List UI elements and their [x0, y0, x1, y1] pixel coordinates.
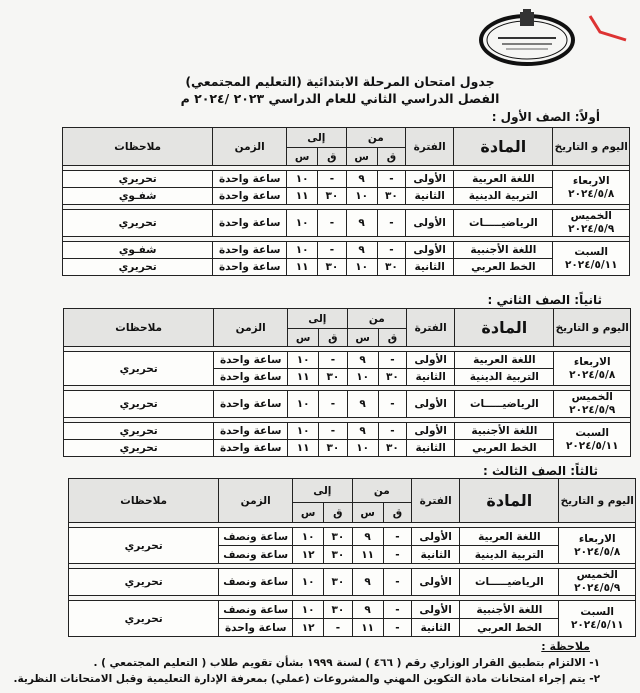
to-minutes-cell: - — [318, 210, 346, 237]
table-row — [63, 259, 630, 276]
duration-cell: ساعة واحدة — [213, 259, 287, 276]
from-hours-cell: ١١ — [352, 619, 383, 637]
header-notes: ملاحظات — [63, 128, 213, 166]
day-name: الاربعاء — [573, 355, 611, 368]
from-hours-cell: ٩ — [352, 528, 383, 546]
day-name: الخميس — [576, 569, 618, 581]
duration-cell: ساعة واحدة — [214, 369, 288, 386]
subject-cell: التربية الدينية — [460, 546, 559, 564]
from-hours-cell: ٩ — [346, 242, 377, 259]
exam-date: ٢٠٢٤/٥/٩ — [574, 582, 621, 594]
table-row — [64, 423, 631, 440]
table-row — [64, 440, 631, 457]
header-day: اليوم و التاريخ — [554, 309, 631, 347]
exam-date: ٢٠٢٤/٥/٩ — [569, 404, 616, 416]
to-minutes-cell: ٣٠ — [324, 569, 352, 596]
exam-date: ٢٠٢٤/٥/١١ — [564, 258, 618, 271]
subject-cell: الرياضيـــــات — [455, 391, 554, 418]
to-hours-cell: ١٠ — [293, 601, 324, 619]
to-minutes-cell: ٣٠ — [324, 546, 352, 564]
period-cell: الثانية — [412, 619, 460, 637]
from-hours-cell: ٩ — [352, 601, 383, 619]
to-minutes-cell: ٣٠ — [319, 440, 347, 457]
notes-cell: تحريري — [69, 528, 219, 564]
header-from-hours: س — [347, 329, 378, 347]
header-to-hours: س — [287, 148, 318, 166]
header-to-hours: س — [293, 503, 324, 523]
notes-cell: تحريري — [64, 391, 214, 418]
from-hours-cell: ١١ — [352, 546, 383, 564]
header-to: إلى — [288, 309, 348, 329]
exam-date: ٢٠٢٤/٥/٨ — [569, 368, 616, 381]
period-cell: الأولى — [406, 210, 454, 237]
from-minutes-cell: - — [383, 619, 411, 637]
to-hours-cell: ١١ — [288, 440, 319, 457]
subject-cell: التربية الدينية — [455, 369, 554, 386]
from-minutes-cell: - — [383, 601, 411, 619]
notes-cell: تحريري — [63, 210, 213, 237]
notes-cell: تحريري — [63, 259, 213, 276]
table-row — [63, 210, 630, 237]
period-cell: الأولى — [407, 423, 455, 440]
subject-cell: الرياضيـــــات — [460, 569, 559, 596]
from-hours-cell: ١٠ — [347, 369, 378, 386]
from-minutes-cell: - — [378, 352, 406, 369]
duration-cell: ساعة ونصف — [219, 528, 293, 546]
subject-cell: اللغة العربية — [460, 528, 559, 546]
page-title: جدول امتحان المرحلة الابتدائية (التعليم المجتمعي) — [185, 74, 495, 89]
period-cell: الأولى — [407, 352, 455, 369]
to-minutes-cell: ٣٠ — [318, 259, 346, 276]
subject-cell: التربية الدينية — [454, 188, 553, 205]
checkmark-icon — [586, 10, 630, 46]
from-minutes-cell: - — [383, 528, 411, 546]
header-from: من — [346, 128, 406, 148]
from-hours-cell: ١٠ — [346, 259, 377, 276]
section-title: ثالثاً: الصف الثالث : — [482, 464, 598, 478]
from-minutes-cell: ٣٠ — [378, 369, 406, 386]
header-from: من — [347, 309, 407, 329]
duration-cell: ساعة واحدة — [214, 391, 288, 418]
header-to-minutes: ق — [324, 503, 352, 523]
period-cell: الأولى — [406, 242, 454, 259]
table-row — [69, 601, 636, 619]
exam-table — [63, 308, 631, 457]
section-title: ثانياً: الصف الثاني : — [487, 293, 602, 307]
header-from: من — [352, 479, 412, 503]
duration-cell: ساعة واحدة — [213, 171, 287, 188]
notes-cell: تحريري — [63, 171, 213, 188]
to-minutes-cell: - — [318, 171, 346, 188]
subject-cell: اللغة العربية — [455, 352, 554, 369]
to-hours-cell: ١٠ — [288, 391, 319, 418]
header-notes: ملاحظات — [64, 309, 214, 347]
to-hours-cell: ١٠ — [287, 171, 318, 188]
from-hours-cell: ١٠ — [346, 188, 377, 205]
day-date-cell — [559, 569, 636, 596]
header-duration: الزمن — [214, 309, 288, 347]
duration-cell: ساعة واحدة — [213, 210, 287, 237]
exam-table — [68, 478, 636, 637]
table-row — [63, 171, 630, 188]
to-hours-cell: ١١ — [288, 369, 319, 386]
notes-cell: شفـوي — [63, 188, 213, 205]
page-subtitle: الفصل الدراسي الثاني للعام الدراسي ٢٠٢٣ /٢٠٢٤ م — [180, 91, 500, 106]
day-date-cell — [554, 352, 631, 386]
to-minutes-cell: ٣٠ — [318, 188, 346, 205]
header-subject: المادة — [454, 128, 553, 166]
from-hours-cell: ٩ — [347, 423, 378, 440]
to-hours-cell: ١٠ — [288, 423, 319, 440]
header-subject: المادة — [460, 479, 559, 523]
header-to: إلى — [293, 479, 353, 503]
header-from-minutes: ق — [377, 148, 405, 166]
header-from-minutes: ق — [378, 329, 406, 347]
duration-cell: ساعة ونصف — [219, 569, 293, 596]
from-hours-cell: ٩ — [352, 569, 383, 596]
day-date-cell — [559, 528, 636, 564]
notes-cell: تحريري — [64, 423, 214, 440]
day-date-cell — [553, 171, 630, 205]
header-from-hours: س — [352, 503, 383, 523]
table-row — [69, 528, 636, 546]
from-hours-cell: ١٠ — [347, 440, 378, 457]
from-minutes-cell: - — [377, 242, 405, 259]
period-cell: الأولى — [407, 391, 455, 418]
from-minutes-cell: - — [378, 423, 406, 440]
table-row — [64, 352, 631, 369]
subject-cell: اللغة الأجنبية — [455, 423, 554, 440]
from-minutes-cell: - — [378, 391, 406, 418]
from-minutes-cell: - — [383, 569, 411, 596]
table-row — [64, 391, 631, 418]
duration-cell: ساعة واحدة — [214, 440, 288, 457]
section-title: أولاً: الصف الأول : — [491, 110, 600, 124]
notes-cell: تحريري — [69, 569, 219, 596]
subject-cell: اللغة الأجنبية — [460, 601, 559, 619]
day-name: السبت — [580, 605, 615, 618]
to-hours-cell: ١٠ — [287, 242, 318, 259]
to-hours-cell: ١٠ — [293, 528, 324, 546]
exam-table — [62, 127, 630, 276]
header-to: إلى — [287, 128, 347, 148]
to-minutes-cell: - — [319, 423, 347, 440]
duration-cell: ساعة واحدة — [213, 188, 287, 205]
period-cell: الأولى — [412, 569, 460, 596]
ministry-logo-icon — [478, 8, 576, 68]
header-notes: ملاحظات — [69, 479, 219, 523]
notes-cell: شفـوي — [63, 242, 213, 259]
header-from-hours: س — [346, 148, 377, 166]
from-hours-cell: ٩ — [347, 352, 378, 369]
to-minutes-cell: - — [318, 242, 346, 259]
to-minutes-cell: ٣٠ — [324, 528, 352, 546]
subject-cell: الخط العربي — [454, 259, 553, 276]
day-date-cell — [553, 210, 630, 237]
subject-cell: الرياضيـــــات — [454, 210, 553, 237]
exam-date: ٢٠٢٤/٥/٩ — [568, 223, 615, 235]
subject-cell: اللغة الأجنبية — [454, 242, 553, 259]
exam-date: ٢٠٢٤/٥/٨ — [568, 187, 615, 200]
from-minutes-cell: - — [377, 171, 405, 188]
day-name: الخميس — [571, 391, 613, 403]
duration-cell: ساعة ونصف — [219, 601, 293, 619]
subject-cell: الخط العربي — [455, 440, 554, 457]
to-hours-cell: ١٠ — [288, 352, 319, 369]
day-name: الاربعاء — [578, 532, 616, 545]
header-to-hours: س — [288, 329, 319, 347]
to-hours-cell: ١٢ — [293, 546, 324, 564]
notes-cell: تحريري — [69, 601, 219, 637]
to-hours-cell: ١٠ — [287, 210, 318, 237]
table-row — [63, 188, 630, 205]
duration-cell: ساعة واحدة — [214, 423, 288, 440]
from-minutes-cell: - — [377, 210, 405, 237]
from-hours-cell: ٩ — [346, 171, 377, 188]
exam-date: ٢٠٢٤/٥/١١ — [570, 618, 624, 631]
table-row — [69, 569, 636, 596]
period-cell: الثانية — [412, 546, 460, 564]
to-minutes-cell: - — [319, 352, 347, 369]
header-to-minutes: ق — [318, 148, 346, 166]
subject-cell: اللغة العربية — [454, 171, 553, 188]
day-date-cell — [554, 391, 631, 418]
notes-cell: تحريري — [64, 352, 214, 386]
to-hours-cell: ١١ — [287, 188, 318, 205]
note-item-1: ١- الالتزام بتطبيق القرار الوزاري رقم ( ٤٦٦ ) لسنة ١٩٩٩ بشأن تقويم طلاب ( التعليم المجتمعي ) . — [93, 657, 600, 669]
day-name: الخميس — [570, 210, 612, 222]
from-hours-cell: ٩ — [346, 210, 377, 237]
header-to-minutes: ق — [319, 329, 347, 347]
header-duration: الزمن — [213, 128, 287, 166]
period-cell: الثانية — [406, 259, 454, 276]
to-minutes-cell: ٣٠ — [324, 601, 352, 619]
period-cell: الأولى — [412, 528, 460, 546]
header-period: الفترة — [407, 309, 455, 347]
duration-cell: ساعة ونصف — [219, 546, 293, 564]
to-minutes-cell: - — [319, 391, 347, 418]
day-name: السبت — [575, 426, 610, 439]
duration-cell: ساعة واحدة — [214, 352, 288, 369]
from-minutes-cell: - — [383, 546, 411, 564]
duration-cell: ساعة واحدة — [213, 242, 287, 259]
from-minutes-cell: ٣٠ — [377, 259, 405, 276]
day-date-cell — [559, 601, 636, 637]
period-cell: الأولى — [406, 171, 454, 188]
to-hours-cell: ١٠ — [293, 569, 324, 596]
notes-title: ملاحظة : — [541, 640, 590, 653]
from-minutes-cell: ٣٠ — [377, 188, 405, 205]
period-cell: الثانية — [406, 188, 454, 205]
duration-cell: ساعة واحدة — [219, 619, 293, 637]
to-hours-cell: ١٢ — [293, 619, 324, 637]
header-period: الفترة — [406, 128, 454, 166]
to-minutes-cell: - — [324, 619, 352, 637]
day-date-cell — [554, 423, 631, 457]
exam-date: ٢٠٢٤/٥/١١ — [565, 439, 619, 452]
header-from-minutes: ق — [383, 503, 411, 523]
period-cell: الأولى — [412, 601, 460, 619]
header-period: الفترة — [412, 479, 460, 523]
to-minutes-cell: ٣٠ — [319, 369, 347, 386]
day-name: الاربعاء — [572, 174, 610, 187]
to-hours-cell: ١١ — [287, 259, 318, 276]
header-day: اليوم و التاريخ — [553, 128, 630, 166]
exam-date: ٢٠٢٤/٥/٨ — [574, 545, 621, 558]
header-day: اليوم و التاريخ — [559, 479, 636, 523]
header-subject: المادة — [455, 309, 554, 347]
table-row — [63, 242, 630, 259]
subject-cell: الخط العربي — [460, 619, 559, 637]
day-date-cell — [553, 242, 630, 276]
period-cell: الثانية — [407, 369, 455, 386]
note-item-2: ٢- يتم إجراء امتحانات مادة التكوين المهني والمشروعات (عملي) بمعرفة الإدارة التعليمية وقبل الامتحانات النظرية. — [13, 673, 600, 685]
day-name: السبت — [574, 245, 609, 258]
from-minutes-cell: ٣٠ — [378, 440, 406, 457]
notes-cell: تحريري — [64, 440, 214, 457]
period-cell: الثانية — [407, 440, 455, 457]
from-hours-cell: ٩ — [347, 391, 378, 418]
header-duration: الزمن — [219, 479, 293, 523]
